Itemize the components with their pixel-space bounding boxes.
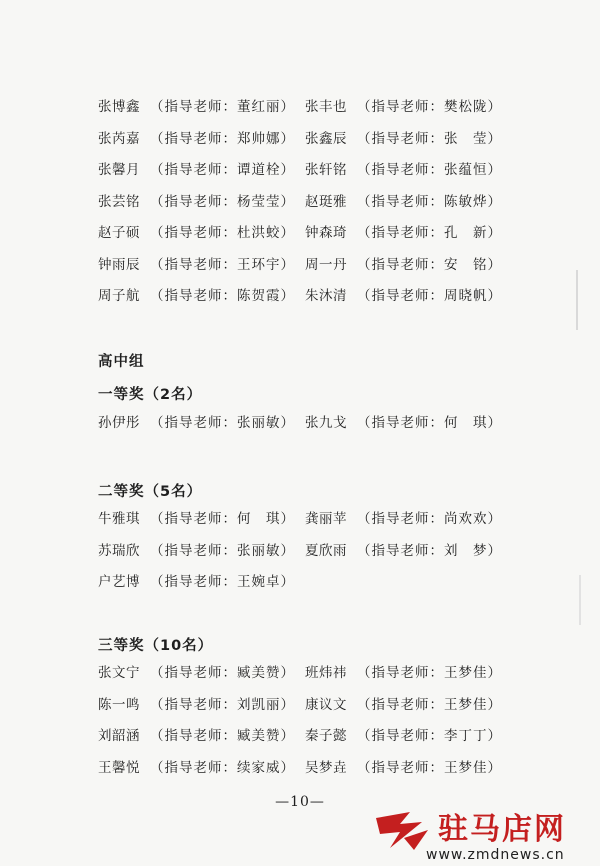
teacher-label: （指导老师： (150, 511, 237, 527)
close-paren: ） (487, 256, 502, 273)
second-prize-title: 二等奖（5名） (98, 484, 203, 500)
award-entry (98, 570, 295, 594)
award-entry (305, 95, 502, 119)
award-entry (98, 253, 295, 277)
teacher-name: 王梦佳 (444, 759, 488, 776)
close-paren: ） (280, 130, 295, 147)
teacher-name: 何 琪 (444, 415, 488, 431)
student-name: 张芮嘉 (98, 130, 140, 147)
student-name: 康议文 (305, 696, 347, 713)
award-row (0, 411, 600, 435)
teacher-label: （指导老师： (150, 193, 237, 210)
teacher-name: 陈贺霞 (237, 288, 281, 304)
watermark-url: www.zmdnews.cn (426, 847, 565, 863)
teacher-name: 谭道栓 (237, 162, 281, 178)
award-row (0, 253, 600, 277)
award-entry (305, 253, 502, 277)
student-name: 张鑫辰 (305, 130, 347, 147)
close-paren: ） (280, 696, 295, 713)
student-name: 赵珽雅 (305, 193, 347, 210)
teacher-label: （指导老师： (357, 665, 444, 681)
teacher-label: （指导老师： (150, 162, 237, 178)
teacher-label: （指导老师： (357, 542, 444, 559)
teacher-name: 郑帅娜 (237, 130, 281, 147)
teacher-label: （指导老师： (150, 542, 237, 559)
award-entry (305, 756, 502, 780)
student-name: 张博鑫 (98, 99, 140, 115)
award-entry (305, 284, 502, 308)
teacher-label: （指导老师： (357, 225, 444, 241)
teacher-name: 樊松陇 (444, 99, 488, 115)
teacher-label: （指导老师： (357, 288, 444, 304)
award-entry (305, 127, 502, 151)
teacher-name: 张 莹 (444, 130, 488, 147)
page-number: —10— (275, 794, 325, 810)
close-paren: ） (280, 288, 295, 304)
award-entry (305, 158, 502, 182)
teacher-label: （指导老师： (150, 225, 237, 241)
teacher-name: 张丽敏 (237, 542, 281, 559)
teacher-name: 孔 新 (444, 225, 488, 241)
close-paren: ） (487, 542, 502, 559)
teacher-label: （指导老师： (150, 288, 237, 304)
student-name: 秦子懿 (305, 728, 347, 744)
teacher-name: 张蕴恒 (444, 162, 488, 178)
award-row (0, 539, 600, 563)
student-name: 张芸铭 (98, 193, 140, 210)
group-title: 高中组 (98, 354, 145, 370)
teacher-label: （指导老师： (357, 759, 444, 776)
teacher-name: 张丽敏 (237, 415, 281, 431)
teacher-label: （指导老师： (357, 256, 444, 273)
student-name: 苏瑞欣 (98, 542, 140, 559)
award-row (0, 190, 600, 214)
student-name: 朱沐清 (305, 288, 347, 304)
teacher-name: 何 琪 (237, 511, 281, 527)
close-paren: ） (487, 130, 502, 147)
close-paren: ） (487, 162, 502, 178)
award-entry (305, 221, 502, 245)
teacher-label: （指导老师： (357, 696, 444, 713)
award-entry (98, 724, 295, 748)
teacher-label: （指导老师： (150, 696, 237, 713)
teacher-label: （指导老师： (150, 130, 237, 147)
award-row (0, 570, 600, 594)
teacher-label: （指导老师： (357, 415, 444, 431)
award-entry (98, 190, 295, 214)
award-entry (98, 221, 295, 245)
award-entry (305, 661, 502, 685)
watermark-title: 驻马店网 (438, 812, 566, 847)
teacher-name: 臧美赞 (237, 728, 281, 744)
teacher-name: 王梦佳 (444, 665, 488, 681)
award-entry (305, 411, 502, 435)
student-name: 张轩铭 (305, 162, 347, 178)
teacher-label: （指导老师： (357, 728, 444, 744)
award-entry (305, 693, 502, 717)
teacher-name: 董红丽 (237, 99, 281, 115)
teacher-name: 尚欢欢 (444, 511, 488, 527)
award-row (0, 756, 600, 780)
student-name: 班炜祎 (305, 665, 347, 681)
teacher-label: （指导老师： (150, 99, 237, 115)
award-entry (98, 539, 295, 563)
close-paren: ） (280, 256, 295, 273)
teacher-name: 刘凯丽 (237, 696, 281, 713)
teacher-label: （指导老师： (150, 728, 237, 744)
close-paren: ） (280, 665, 295, 681)
close-paren: ） (487, 415, 502, 431)
student-name: 张丰也 (305, 99, 347, 115)
close-paren: ） (280, 99, 295, 115)
student-name: 赵子硕 (98, 225, 140, 241)
student-name: 孙伊彤 (98, 415, 140, 431)
first-prize-title: 一等奖（2名） (98, 387, 203, 403)
student-name: 张九戈 (305, 415, 347, 431)
student-name: 钟森琦 (305, 225, 347, 241)
close-paren: ） (280, 728, 295, 744)
student-name: 张文宁 (98, 665, 140, 681)
student-name: 夏欣雨 (305, 542, 347, 559)
close-paren: ） (280, 759, 295, 776)
award-entry (98, 158, 295, 182)
student-name: 吴梦垚 (305, 759, 347, 776)
close-paren: ） (280, 574, 295, 590)
teacher-label: （指导老师： (150, 256, 237, 273)
third-prize-title: 三等奖（10名） (98, 638, 214, 654)
close-paren: ） (280, 193, 295, 210)
award-entry (305, 724, 502, 748)
student-name: 周子航 (98, 288, 140, 304)
award-entry (305, 507, 502, 531)
award-row (0, 507, 600, 531)
teacher-label: （指导老师： (357, 511, 444, 527)
student-name: 刘韶涵 (98, 728, 140, 744)
teacher-name: 臧美赞 (237, 665, 281, 681)
close-paren: ） (487, 759, 502, 776)
teacher-name: 王环宇 (237, 256, 281, 273)
teacher-name: 安 铭 (444, 256, 488, 273)
zmd-logo-icon (370, 808, 432, 854)
close-paren: ） (280, 542, 295, 559)
award-row (0, 693, 600, 717)
student-name: 王馨悦 (98, 759, 140, 776)
teacher-label: （指导老师： (150, 759, 237, 776)
close-paren: ） (487, 225, 502, 241)
teacher-name: 杨莹莹 (237, 193, 281, 210)
award-row (0, 127, 600, 151)
award-entry (305, 190, 502, 214)
award-entry (98, 693, 295, 717)
teacher-name: 陈敏烨 (444, 193, 488, 210)
award-entry (98, 411, 295, 435)
award-entry (98, 95, 295, 119)
close-paren: ） (487, 99, 502, 115)
student-name: 龚丽苹 (305, 511, 347, 527)
student-name: 牛雅琪 (98, 511, 140, 527)
close-paren: ） (487, 288, 502, 304)
student-name: 户艺博 (98, 574, 140, 590)
close-paren: ） (280, 511, 295, 527)
award-row (0, 661, 600, 685)
teacher-label: （指导老师： (357, 162, 444, 178)
teacher-name: 周晓帆 (444, 288, 488, 304)
close-paren: ） (487, 193, 502, 210)
close-paren: ） (487, 728, 502, 744)
award-entry (305, 539, 502, 563)
teacher-label: （指导老师： (357, 193, 444, 210)
teacher-name: 续家威 (237, 759, 281, 776)
teacher-label: （指导老师： (150, 415, 237, 431)
award-entry (98, 661, 295, 685)
award-row (0, 221, 600, 245)
close-paren: ） (487, 696, 502, 713)
teacher-name: 杜洪蛟 (237, 225, 281, 241)
student-name: 张馨月 (98, 162, 140, 178)
teacher-name: 王梦佳 (444, 696, 488, 713)
teacher-name: 李丁丁 (444, 728, 488, 744)
close-paren: ） (280, 162, 295, 178)
award-row (0, 95, 600, 119)
close-paren: ） (280, 225, 295, 241)
teacher-name: 王婉卓 (237, 574, 281, 590)
teacher-label: （指导老师： (150, 665, 237, 681)
close-paren: ） (280, 415, 295, 431)
award-entry (98, 756, 295, 780)
award-row (0, 158, 600, 182)
teacher-name: 刘 梦 (444, 542, 488, 559)
teacher-label: （指导老师： (357, 99, 444, 115)
close-paren: ） (487, 511, 502, 527)
close-paren: ） (487, 665, 502, 681)
student-name: 周一丹 (305, 256, 347, 273)
award-entry (98, 127, 295, 151)
watermark (370, 800, 600, 866)
award-entry (98, 507, 295, 531)
student-name: 陈一鸣 (98, 696, 140, 713)
teacher-label: （指导老师： (357, 130, 444, 147)
student-name: 钟雨辰 (98, 256, 140, 273)
award-entry (98, 284, 295, 308)
award-row (0, 284, 600, 308)
award-row (0, 724, 600, 748)
teacher-label: （指导老师： (150, 574, 237, 590)
